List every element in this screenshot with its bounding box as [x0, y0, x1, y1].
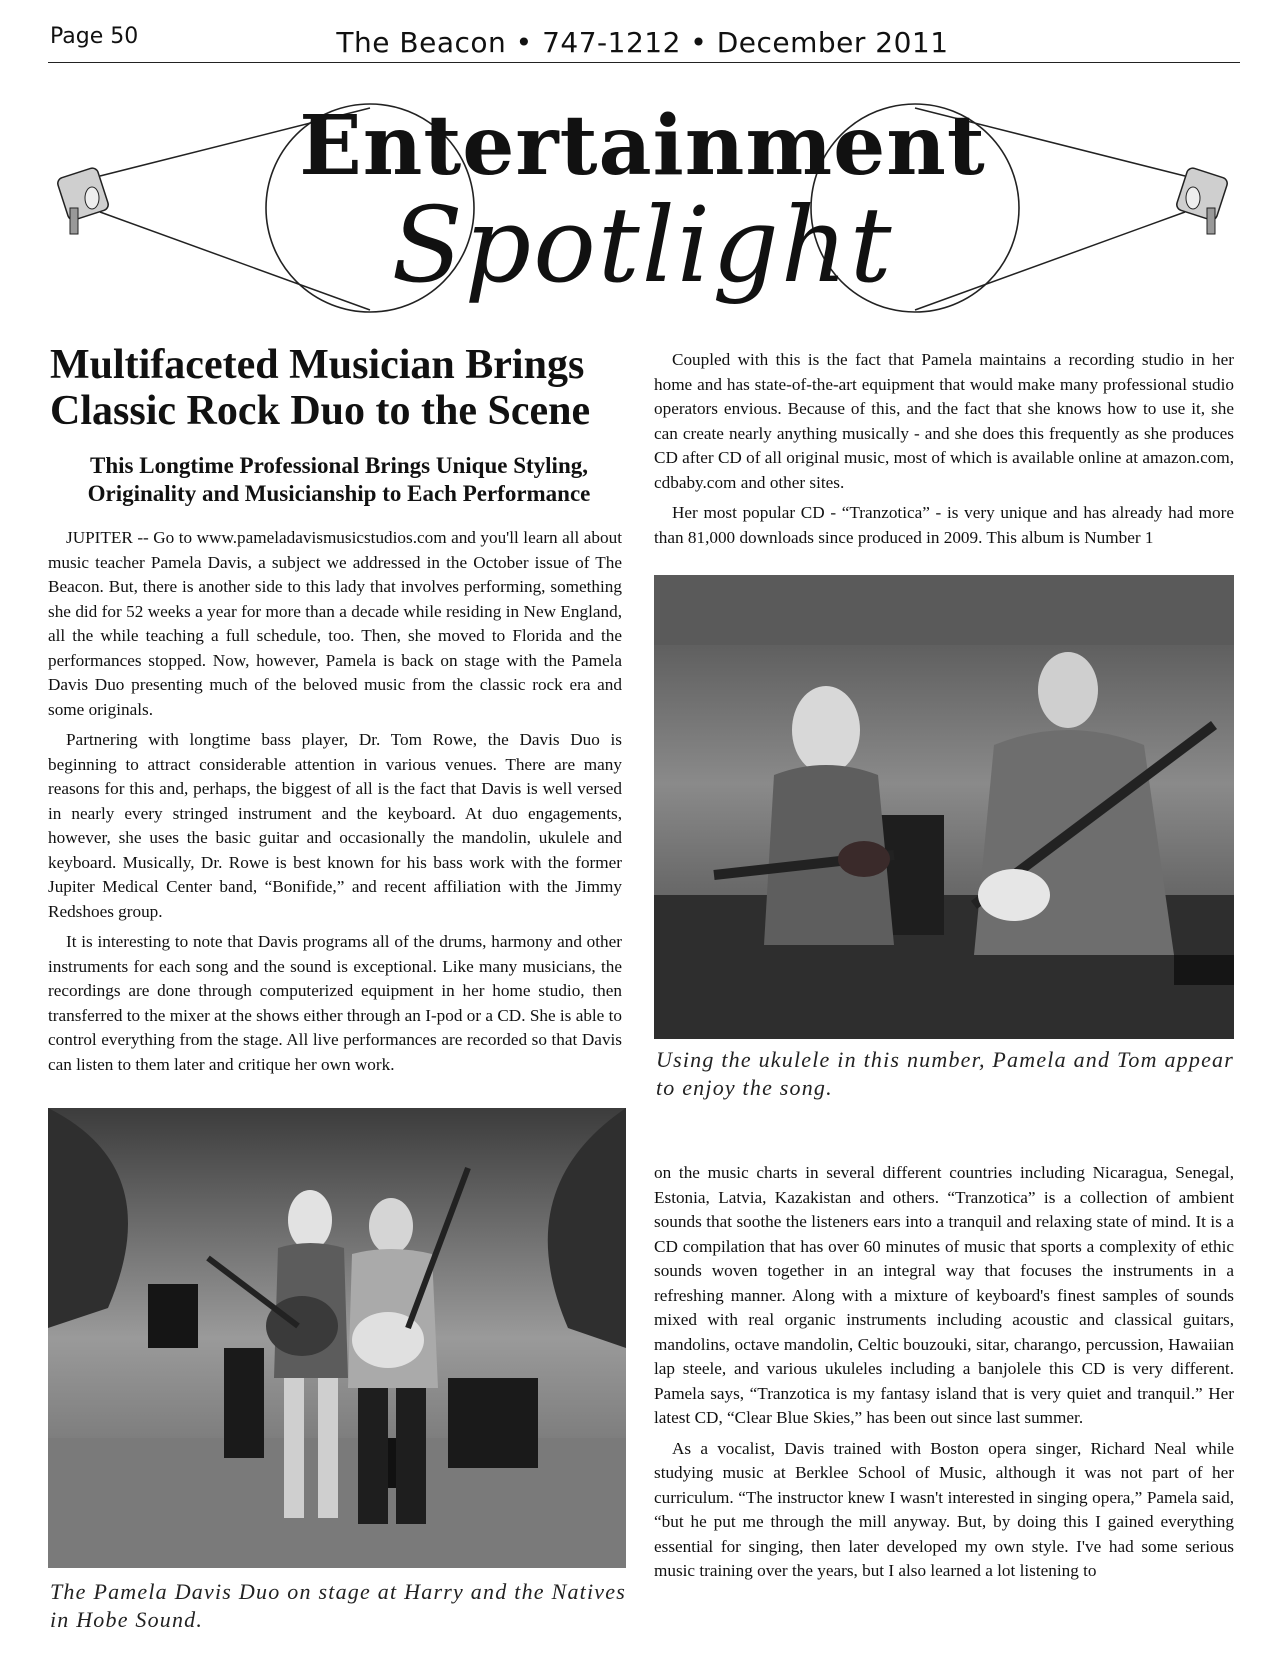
masthead: The Beacon • 747-1212 • December 2011 [336, 26, 949, 59]
photo-caption-ukulele: Using the ukulele in this number, Pamela and Tom appear to enjoy the song. [656, 1047, 1234, 1100]
paragraph: Coupled with this is the fact that Pamela maintains a recording studio in her home and has state-of-the-art equipment that would make many professional studio operators envious. Because of this, and the fact that she knows how to use it, she can create nearly anything musically - and she does this frequently as she produces CD after CD of all original music, most of which is available online at amazon.com, cdbaby.com and other sites. [654, 350, 1234, 492]
paragraph: As a vocalist, Davis trained with Boston opera singer, Richard Neal while studying music at Berklee School of Music, although it was not part of her curriculum. “The instructor knew I wasn't interested in singing opera,” Pamela said, “but he put me through the mill anyway. But, by doing this I gained everything essential for singing, then later developed my own style. I've had some serious music training over the years, but I also learned a lot listening to [654, 1438, 1234, 1580]
page-number: Page 50 [50, 24, 139, 49]
paragraph: JUPITER -- Go to www.pameladavismusicstudios.com and you'll learn all about music teacher Pamela Davis, a subject we addressed in the October issue of The Beacon. But, there is another side to this lady that involves performing, something she did for 52 weeks a year for more than a decade while residing in New England, all the while teaching a full schedule, too. Then, she moved to Florida and the performances stopped. Now, however, Pamela is back on stage with the Pamela Davis Duo presenting much of the beloved music from the classic rock era and some originals. [48, 528, 622, 719]
entertainment-spotlight-banner [40, 84, 1245, 324]
photo-duo-on-stage [48, 1108, 626, 1568]
article-column-1 [48, 526, 622, 1083]
banner-title-spotlight: Spotlight [391, 184, 894, 306]
header-rule [48, 62, 1240, 63]
photo-duo-ukulele [654, 575, 1234, 1039]
article-headline: Multifaceted Musician Brings Classic Rock Duo to the Scene [50, 342, 591, 434]
photo-caption-on-stage: The Pamela Davis Duo on stage at Harry and the Natives in Hobe Sound. [50, 1579, 626, 1632]
paragraph: Partnering with longtime bass player, Dr. Tom Rowe, the Davis Duo is beginning to attract considerable attention in various venues. There are many reasons for this and, perhaps, the biggest of all is the fact that Davis is well versed in nearly every stringed instrument and the keyboard. At duo engagements, however, she uses the basic guitar and occasionally the mandolin, ukulele and keyboard. Musically, Dr. Rowe is best known for his bass work with the former Jupiter Medical Center band, “Bonifide,” and recent affiliation with the Jimmy Redshoes group. [48, 730, 622, 921]
article-column-2-top [654, 348, 1234, 556]
speaker [148, 1284, 198, 1348]
article-column-2-bottom [654, 1161, 1234, 1590]
banner-title-entertainment: Entertainment [299, 98, 986, 194]
paragraph: It is interesting to note that Davis programs all of the drums, harmony and other instruments for each song and the sound is exceptional. Like many musicians, the recordings are done through computerized equipment in her home studio, then transferred to the mixer at the shows either through an I-pod or a CD. She is able to control everything from the stage. All live performances are recorded so that Davis can listen to them later and critique her own work. [48, 932, 622, 1074]
paragraph: Her most popular CD - “Tranzotica” - is very unique and has already had more than 81,000 downloads since produced in 2009. This album is Number 1 [654, 503, 1234, 547]
paragraph: on the music charts in several different countries including Nicaragua, Senegal, Estonia, Latvia, Kazakistan and others. “Tranzotica” is a collection of ambient sounds that soothe the listeners ears into a tranquil and relaxing state of mind. It is a CD compilation that has over 60 minutes of music that sports a complexity of ethic sounds woven together in an integral way that focuses the instruments in a refreshing manner. Along with a mixture of keyboard's finest samples of sounds mixed with real organic instruments including acoustic and classical guitars, mandolins, octave mandolin, Celtic bouzouki, sitar, charango, percussion, Hawaiian lap steele, and various ukuleles including a banjolele this CD is very different. Pamela says, “Tranzotica is my fantasy island that is very quiet and tranquil.” Her latest CD, “Clear Blue Skies,” has been out since last summer. [654, 1163, 1234, 1427]
article-subheadline: This Longtime Professional Brings Unique Styling, Originality and Musicianship to Each Performance [87, 453, 591, 506]
